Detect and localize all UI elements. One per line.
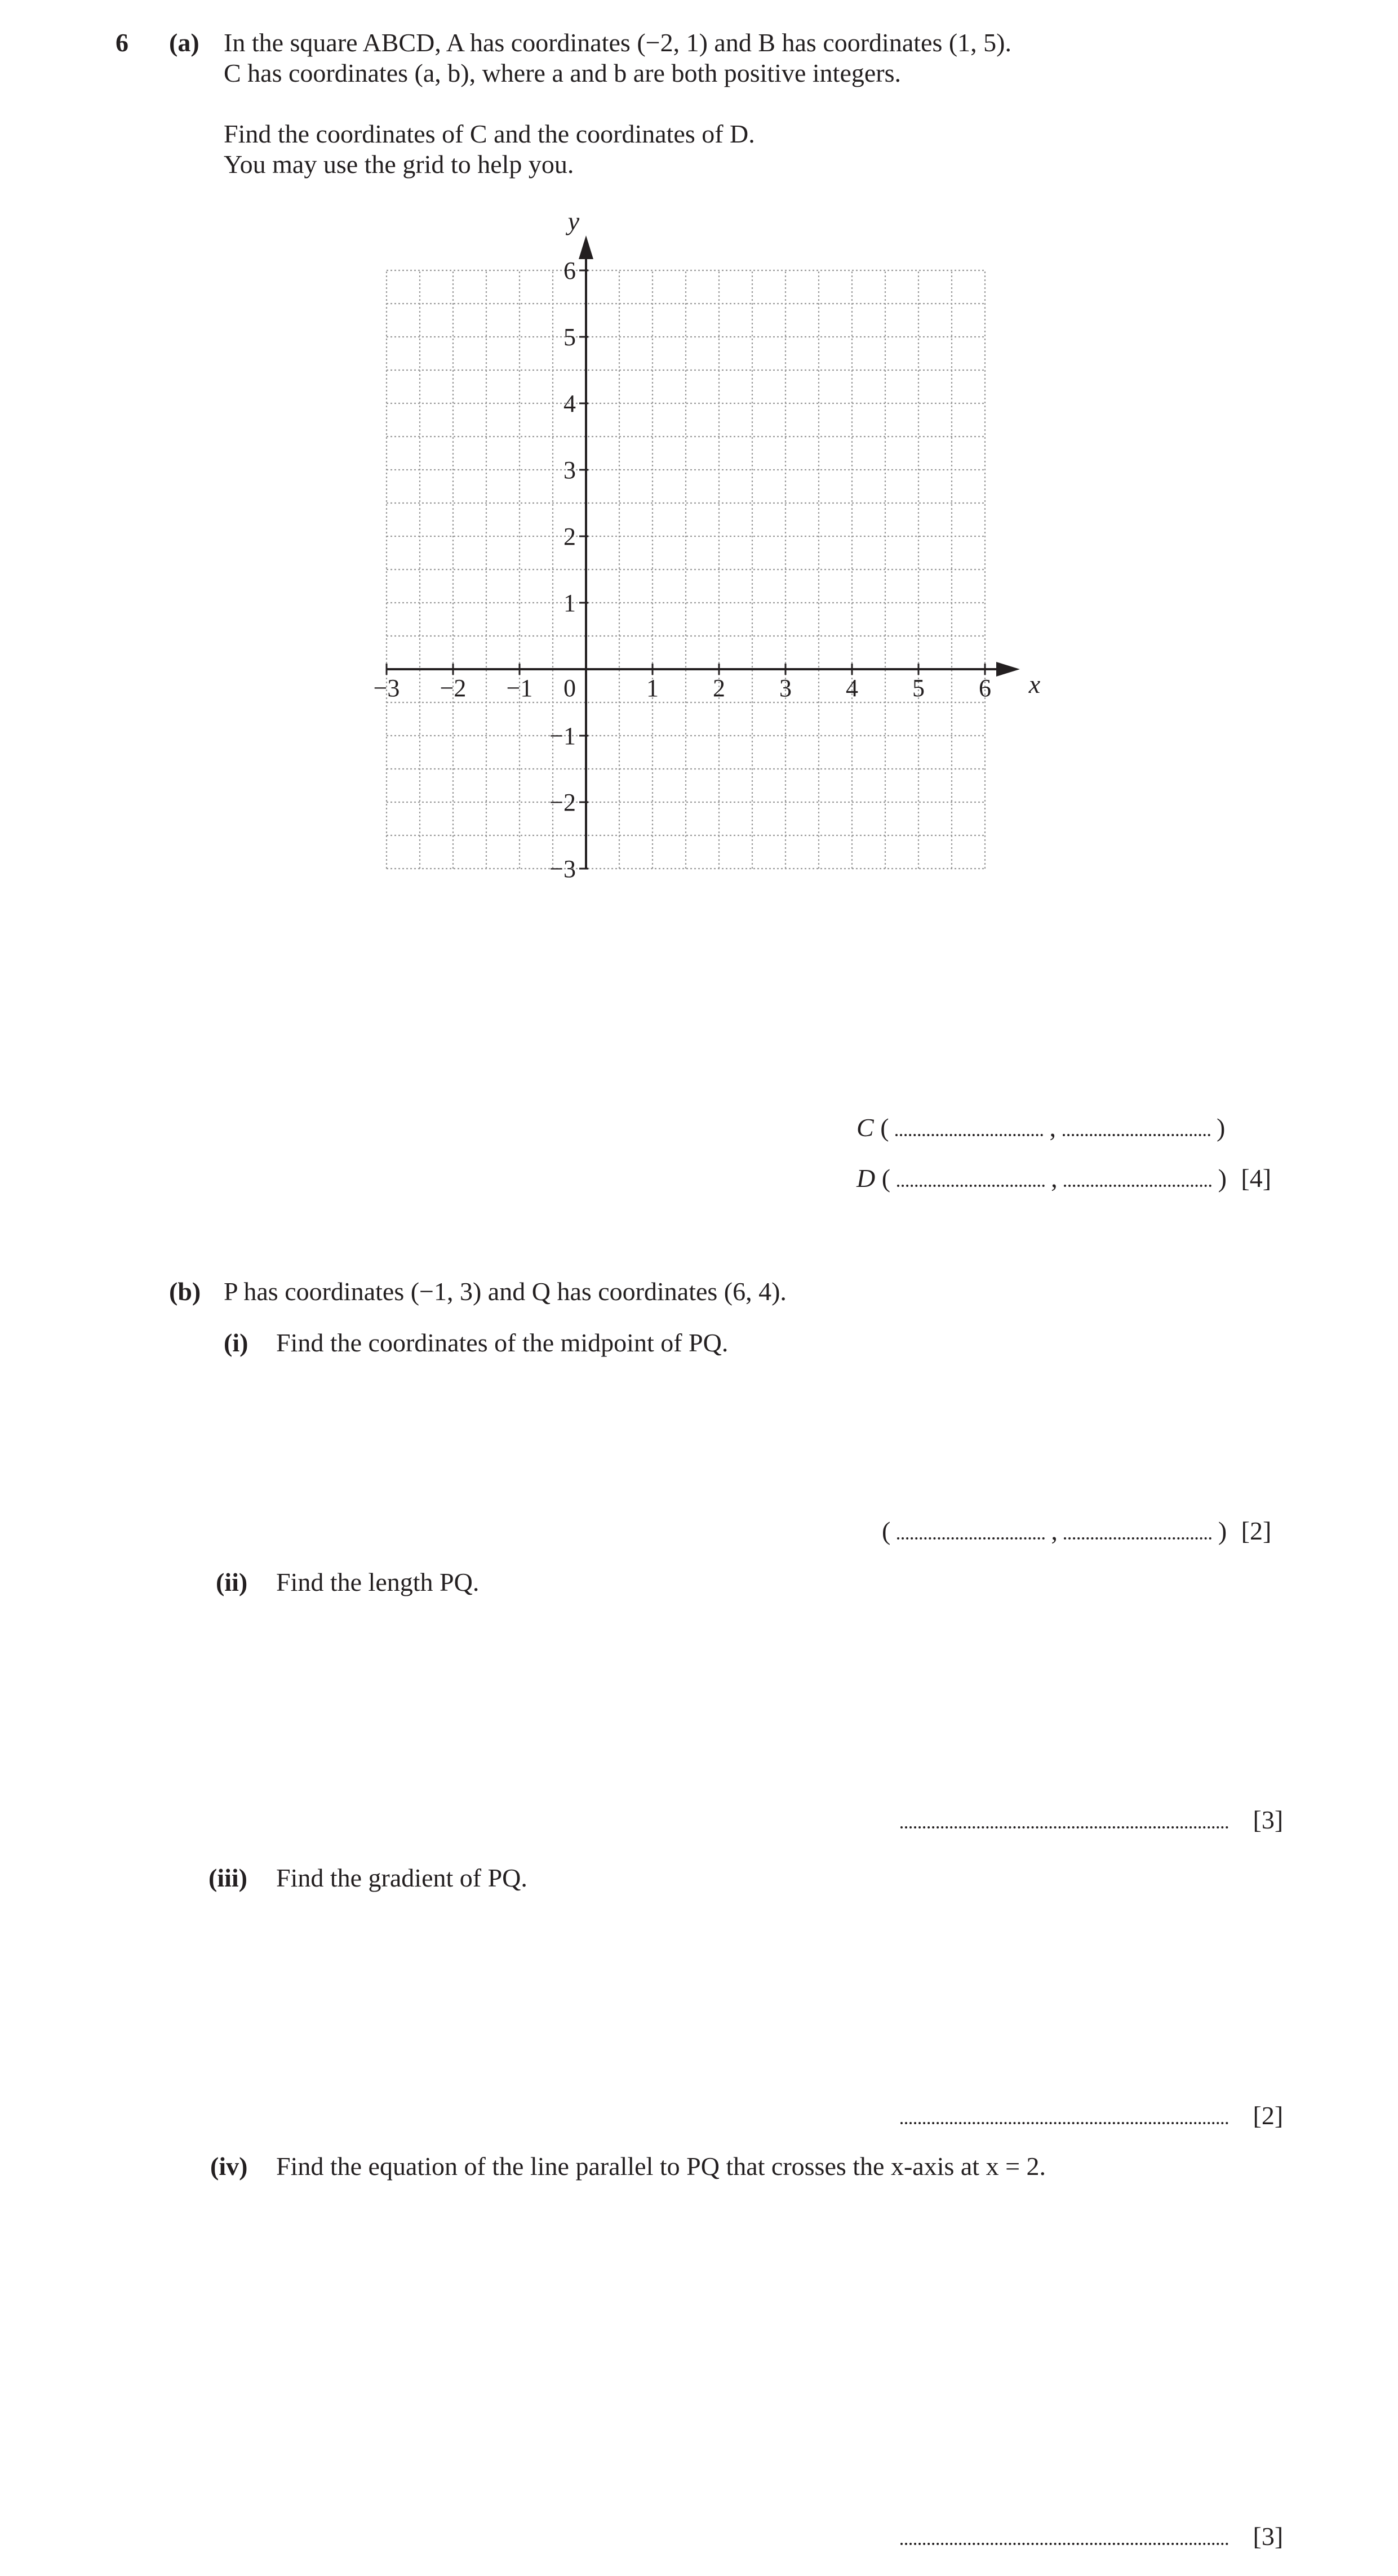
x-tick-label: 4 (846, 674, 858, 702)
x-tick-label: −3 (373, 674, 400, 702)
part-a-line4: You may use the grid to help you. (224, 150, 574, 179)
part-a-line1: In the square ABCD, A has coordinates (−2, 1) and B has coordinates (1, 5). (224, 28, 1011, 57)
answer-c-y-field[interactable] (1063, 1134, 1210, 1136)
part-b-i-marks: [2] (1241, 1516, 1272, 1545)
y-axis-label: y (567, 207, 580, 235)
y-tick-label: 4 (563, 390, 576, 417)
answer-equation-field[interactable] (900, 2543, 1228, 2545)
x-axis-label: x (1028, 670, 1041, 698)
answer-midpoint-x-field[interactable] (897, 1537, 1045, 1540)
answer-d-x-field[interactable] (897, 1185, 1045, 1187)
x-axis-arrow-icon (996, 662, 1020, 677)
coordinate-grid (349, 203, 1059, 896)
part-b-intro: P has coordinates (−1, 3) and Q has coordinates (6, 4). (224, 1277, 787, 1306)
answer-length-row (900, 1804, 1283, 1835)
answer-gradient-field[interactable] (900, 2122, 1228, 2124)
part-b-i-label: (i) (224, 1328, 248, 1357)
y-tick-label: 5 (563, 323, 576, 351)
answer-midpoint-close: ) (1218, 1516, 1227, 1545)
part-b-ii-label: (ii) (216, 1568, 248, 1596)
x-tick-label: 2 (713, 674, 725, 702)
answer-d-open: ( (881, 1164, 891, 1193)
x-tick-label: 5 (912, 674, 925, 702)
y-tick-label: 6 (563, 257, 576, 284)
answer-d-y-field[interactable] (1064, 1185, 1211, 1187)
part-b-ii-text: Find the length PQ. (276, 1568, 480, 1596)
answer-midpoint-row (882, 1515, 1271, 1546)
answer-c-x-field[interactable] (895, 1134, 1043, 1136)
answer-c-row (856, 1112, 1225, 1143)
answer-d-point: D (856, 1164, 876, 1193)
answer-midpoint-open: ( (882, 1516, 891, 1545)
answer-c-open: ( (880, 1113, 889, 1142)
answer-midpoint-y-field[interactable] (1064, 1537, 1211, 1540)
x-tick-label: 3 (779, 674, 792, 702)
y-tick-label: −2 (549, 789, 576, 816)
origin-label: 0 (563, 674, 576, 702)
answer-d-sep: , (1051, 1164, 1058, 1193)
part-b-iv-label: (iv) (210, 2152, 248, 2181)
answer-equation-row (900, 2521, 1283, 2552)
part-b-iii-label: (iii) (208, 1863, 247, 1892)
x-tick-label: −2 (440, 674, 467, 702)
answer-c-point: C (856, 1113, 874, 1142)
answer-c-close: ) (1217, 1113, 1226, 1142)
answer-gradient-row (900, 2100, 1283, 2131)
part-b-i-text: Find the coordinates of the midpoint of PQ. (276, 1328, 729, 1357)
y-tick-label: 2 (563, 523, 576, 550)
part-a-line3: Find the coordinates of C and the coordinates of D. (224, 119, 755, 148)
answer-length-field[interactable] (900, 1826, 1228, 1828)
part-a-label: (a) (169, 28, 199, 57)
x-tick-label: 1 (646, 674, 659, 702)
part-b-iv-marks: [3] (1253, 2522, 1284, 2551)
x-tick-label: −1 (506, 674, 533, 702)
part-a-marks: [4] (1241, 1164, 1272, 1193)
answer-c-sep: , (1049, 1113, 1057, 1142)
part-b-iii-text: Find the gradient of PQ. (276, 1863, 527, 1892)
x-tick-label: 6 (979, 674, 991, 702)
part-b-iii-marks: [2] (1253, 2101, 1284, 2130)
answer-d-row (856, 1163, 1271, 1194)
y-tick-label: 1 (563, 589, 576, 617)
y-tick-label: 3 (563, 456, 576, 484)
part-a-line2: C has coordinates (a, b), where a and b are both positive integers. (224, 59, 901, 87)
part-b-label: (b) (169, 1277, 201, 1306)
part-b-iv-text: Find the equation of the line parallel to PQ that crosses the x-axis at x = 2. (276, 2152, 1046, 2181)
answer-midpoint-sep: , (1051, 1516, 1058, 1545)
y-axis-arrow-icon (579, 235, 593, 259)
part-b-ii-marks: [3] (1253, 1805, 1284, 1834)
y-tick-label: −3 (549, 855, 576, 883)
question-number: 6 (116, 28, 128, 57)
y-tick-label: −1 (549, 722, 576, 750)
answer-d-close: ) (1218, 1164, 1227, 1193)
